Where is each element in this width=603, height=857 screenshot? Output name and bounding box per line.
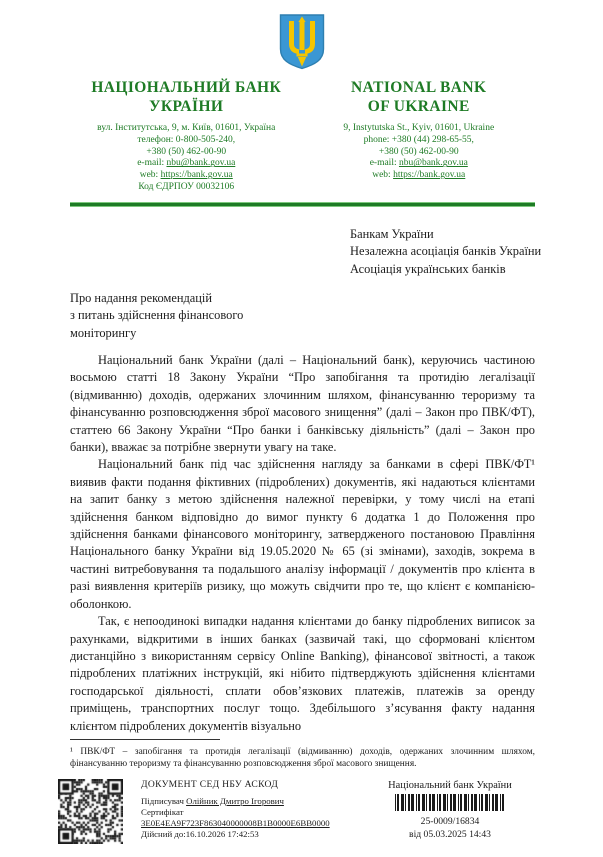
subject-block [70,290,320,342]
validity-row: Дійсний до:16.10.2026 17:42:53 [141,829,259,839]
body-paragraph-1: Національний банк України (далі – Національний банк), керуючись частиною восьмою статті 18 Закону України “Про запобігання та протидію легалізації (відмиванню) доходів, одержаних злочинним шляхом, фінансуванню тероризму та фінансуванню розповсюдження зброї масового знищення” (далі – Закон про ПВК/ФТ), статтею 66 Закону України “Про банки і банківську діяльність” (далі – Закон про банки), вважає за потрібне звернути увагу на таке. [70,353,535,455]
recipients-block [350,226,541,278]
registration-stamp [365,779,535,841]
sed-system-label: ДОКУМЕНТ СЕД НБУ АСКОД [141,779,279,790]
certificate-number: 3E0E4EA9F723F863040000008B1B0000E6BB0000 [141,818,330,828]
signer-name: Олійник Дмитро Ігорович [186,796,284,806]
document-date: від 05.03.2025 14:43 [409,828,491,840]
footnote-divider [70,739,220,740]
email-label-en: e-mail: [369,158,399,169]
certificate-row [141,807,365,829]
footnote-text: ¹ ПВК/ФТ – запобігання та протидія легалізації (відмиванню) доходів, одержаних злочинним шляхом, фінансуванню тероризму та фінансуванню розповсюдження зброї масового знищення. [70,747,535,770]
email-row-ua [70,158,303,170]
certificate-label: Сертифікат [141,807,184,817]
subject-line: з питань здійснення фінансового [70,308,244,323]
phone-ua-line1: телефон: 0-800-505-240, [137,134,236,145]
email-label-ua: e-mail: [137,158,167,169]
bank-title-en-line1: NATIONAL BANK [351,79,487,96]
address-en: 9, Instytutska St., Kyiv, 01601, Ukraine [343,123,495,133]
web-row-ua [70,170,303,182]
subject-line: моніторингу [70,325,137,340]
edrpou-code: Код ЄДРПОУ 00032106 [138,181,235,192]
phone-en-line2: +380 (50) 462-00-90 [378,146,459,157]
barcode [395,794,506,811]
signer-row [141,796,365,807]
bank-title-ua-line2: УКРАЇНИ [149,98,224,115]
letterhead-ukrainian [70,78,303,194]
letterhead-english [303,78,536,194]
recipient-line: Асоціація українських банків [350,261,506,276]
recipient-line: Незалежна асоціація банків України [350,244,542,259]
web-label-ua: web: [139,170,161,181]
signature-details [141,779,365,840]
bank-title-en-line2: OF UKRAINE [367,98,470,115]
qr-code [58,779,123,844]
letter-body [70,352,535,738]
body-paragraph-2: Національний банк під час здійснення нагляду за банками в сфері ПВК/ФТ¹ виявив факти подання фіктивних (підроблених) документів, які надаються клієнтами на запит банку з метою здійснення належної перевірки, у тому числі на етапі здійснення банком відповідно до вимог пункту 6 додатка 1 до Положення про здійснення банками фінансового моніторингу, затвердженого постановою Правління Національного банку України від 19.05.2020 № 65 (зі змінами), заходів, зокрема в частині витребовування та подальшого аналізу інформації / документів про клієнта в разі виявлення критеріїв ризику, що можуть свідчити про те, що клієнт є компанією-оболонкою. [70,457,535,611]
signature-bar [58,779,535,844]
stamp-org-name: Національний банк України [388,780,512,791]
address-ua: вул. Інститутська, 9, м. Київ, 01601, Україна [97,123,276,133]
web-link-ua[interactable]: https://bank.gov.ua [160,170,233,181]
web-row-en [303,170,536,182]
email-link-ua[interactable]: nbu@bank.gov.ua [166,158,236,169]
recipient-line: Банкам України [350,227,434,241]
web-link-en[interactable]: https://bank.gov.ua [393,170,466,181]
document-number: 25-0009/16834 [420,816,480,827]
subject-line: Про надання рекомендацій [70,291,212,305]
web-label-en: web: [372,170,394,181]
signer-label: Підписувач [141,796,187,806]
body-paragraph-3: Так, є непоодинокі випадки надання клієнтами до банку підроблених виписок за рахунками, відкритими в інших банках (зазвичай такі, що сформовані клієнтом дистанційно з використанням сервісу Online Banking), фінансової звітності, а також підроблених платіжних інструкцій, які нібито підтверджують здійснення клієнтами господарської діяльності, сплати обов’язкових платежів, платежів за оренду приміщень, транспортних послуг тощо. Здебільшого з’ясування факту надання клієнтом підроблених документів візуально [70,614,535,733]
phone-en-line1: phone: +380 (44) 298-65-55, [363,134,474,145]
letterhead [70,78,535,194]
coat-of-arms [0,13,603,75]
email-row-en [303,158,536,170]
bank-title-ua-line1: НАЦІОНАЛЬНИЙ БАНК [91,79,282,96]
email-link-en[interactable]: nbu@bank.gov.ua [398,158,468,169]
phone-ua-line2: +380 (50) 462-00-90 [146,146,227,157]
header-divider [70,202,535,207]
trident-emblem-icon [278,57,326,74]
